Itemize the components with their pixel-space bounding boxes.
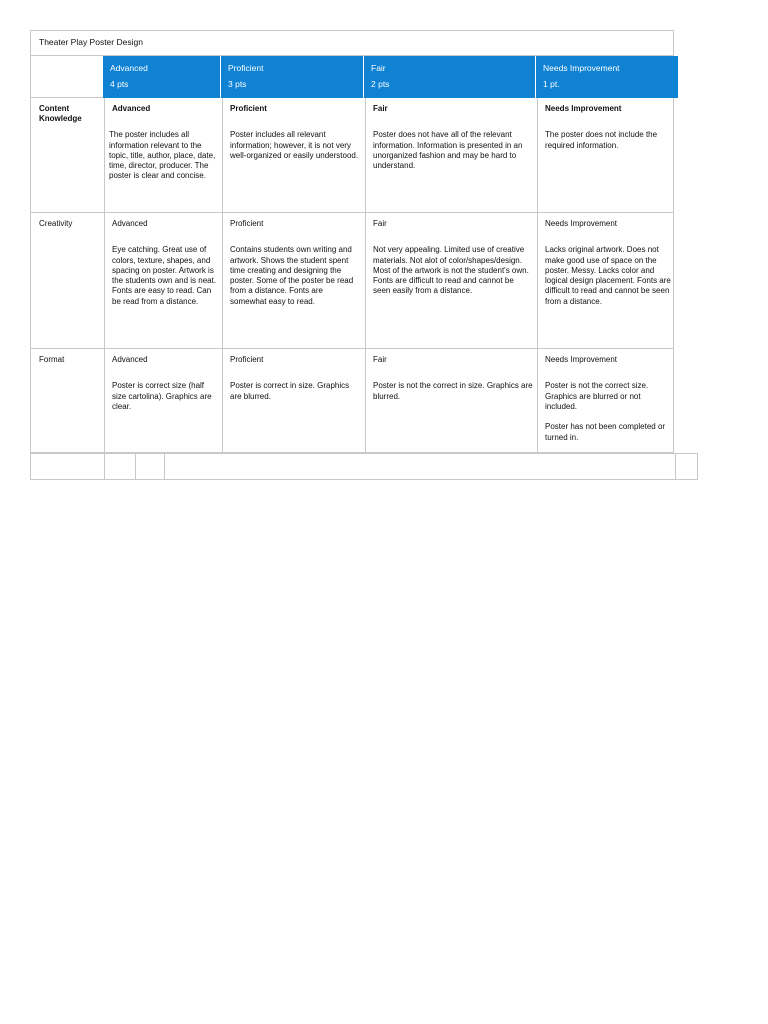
cell-description: Eye catching. Great use of colors, texture, shapes, and spacing on poster. Artwork is the students own and is neat. Fonts are easy to read. Can be read from a distance. bbox=[112, 245, 217, 306]
criterion-label: Content Knowledge bbox=[39, 104, 82, 124]
rubric-row-creativity bbox=[30, 213, 674, 349]
cell-needs-improvement bbox=[537, 349, 675, 452]
header-advanced bbox=[103, 56, 221, 98]
header-needs-improvement bbox=[536, 56, 678, 98]
cell-level-label: Proficient bbox=[230, 219, 264, 228]
cell-description: Poster includes all relevant information; however, it is not very well-organized or easily understood. bbox=[230, 130, 359, 160]
cell-proficient bbox=[222, 349, 365, 452]
cell-advanced bbox=[104, 349, 222, 452]
footer-cell-divider bbox=[164, 454, 165, 479]
cell-level-label: Needs Improvement bbox=[545, 104, 622, 113]
header-points: 1 pt. bbox=[543, 79, 560, 89]
header-level-label: Needs Improvement bbox=[543, 63, 620, 73]
cell-level-label: Advanced bbox=[112, 355, 148, 364]
cell-description: Poster is not the correct in size. Graphics are blurred. bbox=[373, 381, 533, 401]
header-points: 3 pts bbox=[228, 79, 247, 89]
cell-level-label: Fair bbox=[373, 219, 387, 228]
criterion-label: Creativity bbox=[39, 219, 73, 228]
cell-fair bbox=[365, 213, 537, 348]
cell-fair bbox=[365, 98, 537, 212]
footer-cell-divider bbox=[104, 454, 105, 479]
cell-description: Poster is correct size (half size cartolina). Graphics are clear. bbox=[112, 381, 212, 411]
header-level-label: Advanced bbox=[110, 63, 148, 73]
footer-cell-divider bbox=[135, 454, 136, 479]
cell-level-label: Needs Improvement bbox=[545, 355, 618, 364]
cell-level-label: Fair bbox=[373, 355, 387, 364]
cell-description: Contains students own writing and artwork. Shows the student spent time creating and designing the poster. Some of the poster be read from a distance. Fonts are somewhat easy to read. bbox=[230, 245, 354, 306]
header-proficient bbox=[221, 56, 364, 98]
cell-level-label: Needs Improvement bbox=[545, 219, 618, 228]
cell-proficient bbox=[222, 213, 365, 348]
criterion-cell bbox=[31, 213, 104, 348]
header-row bbox=[30, 56, 678, 98]
rubric-row-content-knowledge bbox=[30, 98, 674, 213]
criterion-cell bbox=[31, 349, 104, 452]
header-fair bbox=[364, 56, 536, 98]
footer-empty-row bbox=[30, 453, 698, 480]
rubric-title: Theater Play Poster Design bbox=[30, 30, 674, 56]
cell-fair bbox=[365, 349, 537, 452]
cell-needs-improvement bbox=[537, 98, 675, 212]
header-empty-cell bbox=[30, 56, 103, 98]
cell-needs-improvement bbox=[537, 213, 675, 348]
cell-level-label: Proficient bbox=[230, 104, 267, 113]
cell-advanced bbox=[104, 213, 222, 348]
cell-advanced bbox=[104, 98, 222, 212]
criterion-cell bbox=[31, 98, 104, 212]
footer-cell-divider bbox=[675, 454, 676, 479]
cell-description: Poster does not have all of the relevant information. Information is presented in an unorganized fashion and may be hard to understand. bbox=[373, 130, 523, 171]
cell-level-label: Proficient bbox=[230, 355, 264, 364]
criterion-label: Format bbox=[39, 355, 65, 364]
cell-description: The poster includes all information relevant to the topic, title, author, place, date, time, director, producer. The poster is clear and concise. bbox=[109, 130, 216, 181]
cell-level-label: Advanced bbox=[112, 219, 148, 228]
cell-level-label: Advanced bbox=[112, 104, 151, 113]
header-level-label: Fair bbox=[371, 63, 386, 73]
cell-description: Lacks original artwork. Does not make good use of space on the poster. Messy. Lacks color and logical design placement. Fonts are difficult to read and cannot be seen from a distance. bbox=[545, 245, 671, 306]
header-points: 4 pts bbox=[110, 79, 129, 89]
header-points: 2 pts bbox=[371, 79, 390, 89]
header-level-label: Proficient bbox=[228, 63, 264, 73]
cell-description: Poster is correct in size. Graphics are blurred. bbox=[230, 381, 350, 401]
cell-level-label: Fair bbox=[373, 104, 388, 113]
cell-description: Poster is not the correct size. Graphics are blurred or not included. Poster has not been completed or turned in. bbox=[545, 381, 666, 442]
cell-proficient bbox=[222, 98, 365, 212]
cell-description: Not very appealing. Limited use of creative materials. Not alot of color/shapes/design. Most of the artwork is not the student's own. Fonts are difficult to read and cannot be seen easily from a distance. bbox=[373, 245, 529, 296]
rubric-row-format bbox=[30, 349, 674, 453]
cell-description: The poster does not include the required information. bbox=[545, 130, 658, 150]
